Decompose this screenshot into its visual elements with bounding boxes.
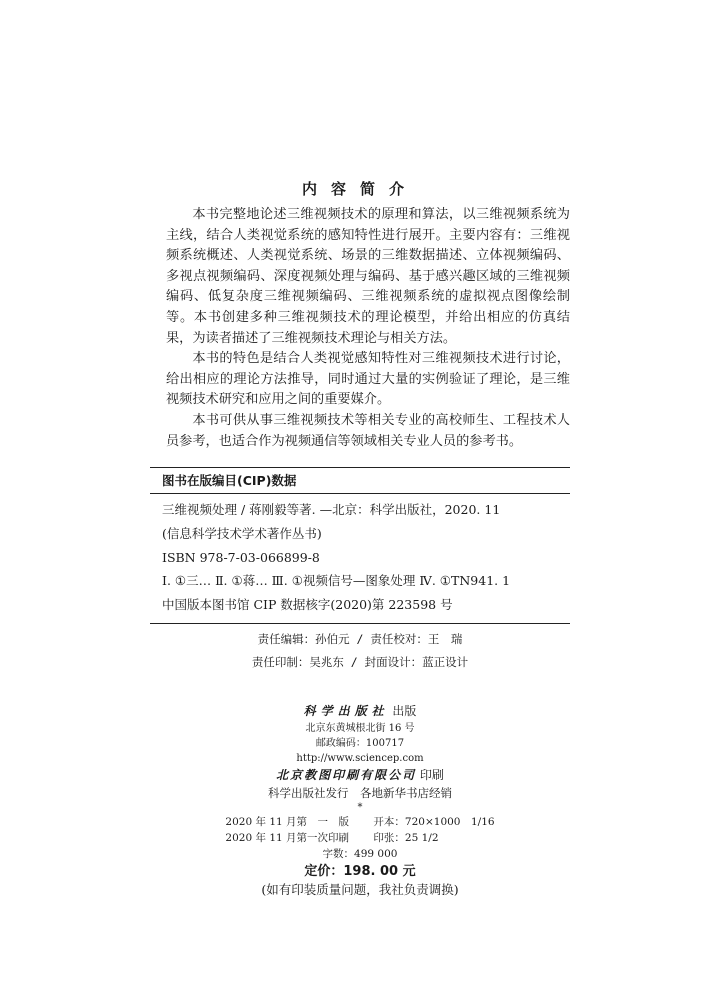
distribution-line: 科学出版社发行 各地新华书店经销	[268, 786, 452, 800]
publish-suffix: 出版	[392, 704, 417, 718]
intro-body	[166, 205, 570, 452]
price: 定价：198. 00 元	[304, 864, 416, 879]
format-info: 开本：720×1000 1/16	[373, 816, 495, 828]
editors-block	[0, 628, 720, 674]
printer-line	[0, 766, 720, 785]
publisher-name: 科学出版社	[303, 704, 389, 718]
words-info: 字数：499 000	[322, 848, 398, 860]
cip-lines	[150, 494, 570, 623]
publisher-website: http://www.sciencep.com	[296, 753, 424, 764]
cip-series-line: (信息科学技术学术著作丛书)	[162, 525, 322, 541]
cip-heading: 图书在版编目(CIP)数据	[162, 473, 297, 488]
cip-record-line: 中国版本图书馆 CIP 数据核字(2020)第 223598 号	[162, 597, 453, 613]
separator-star: *	[357, 802, 363, 813]
sheets-info: 印张：25 1/2	[373, 832, 439, 844]
cip-isbn-line: ISBN 978-7-03-066899-8	[162, 549, 320, 565]
spec-row-1	[225, 814, 494, 830]
intro-title: 内容简介	[301, 180, 418, 198]
publisher-line	[0, 702, 720, 721]
publisher-postcode: 邮政编码：100717	[315, 738, 405, 749]
printing-info: 2020 年 11 月第一次印刷	[225, 832, 350, 844]
intro-paragraph-2: 本书的特色是结合人类视觉感知特性对三维视频技术进行讨论，给出相应的理论方法推导，同时通过大量的实例验证了理论，是三维视频技术研究和应用之间的重要媒介。	[166, 351, 570, 408]
cip-bottom-rule	[150, 623, 570, 624]
editor-line-1: 责任编辑：孙伯元 / 责任校对：王 瑞	[257, 632, 463, 646]
cip-classification-line: Ⅰ. ①三… Ⅱ. ①蒋… Ⅲ. ①视频信号—图象处理 Ⅳ. ①TN941. 1	[162, 573, 511, 589]
quality-note: (如有印装质量问题，我社负责调换)	[261, 882, 459, 897]
cip-title-line: 三维视频处理 / 蒋刚毅等著. —北京：科学出版社，2020. 11	[162, 502, 501, 517]
cip-block	[150, 467, 570, 624]
intro-paragraph-3: 本书可供从事三维视频技术等相关专业的高校师生、工程技术人员参考，也适合作为视频通信等领域相关专业人员的参考书。	[166, 412, 570, 449]
print-suffix: 印刷	[419, 768, 444, 782]
printer-name: 北京教图印刷有限公司	[276, 768, 417, 782]
spec-row-2	[225, 830, 494, 846]
publisher-address: 北京东黄城根北街 16 号	[305, 723, 415, 734]
intro-paragraph-1: 本书完整地论述三维视频技术的原理和算法，以三维视频系统为主线，结合人类视觉系统的感知特性进行展开。主要内容有：三维视频系统概述、人类视觉系统、场景的三维数据描述、立体视频编码、多视点视频编码、深度视频处理与编码、基于感兴趣区域的三维视频编码、低复杂度三维视频编码、三维视频系统的虚拟视点图像绘制等。本书创建多种三维视频技术的理论模型，并给出相应的仿真结果，为读者描述了三维视频技术理论与相关方法。	[166, 207, 570, 346]
editor-line-2: 责任印制：吴兆东 / 封面设计：蓝正设计	[251, 655, 469, 669]
print-specs	[225, 814, 494, 862]
edition-info: 2020 年 11 月第 一 版	[225, 816, 350, 828]
colophon	[0, 702, 720, 899]
